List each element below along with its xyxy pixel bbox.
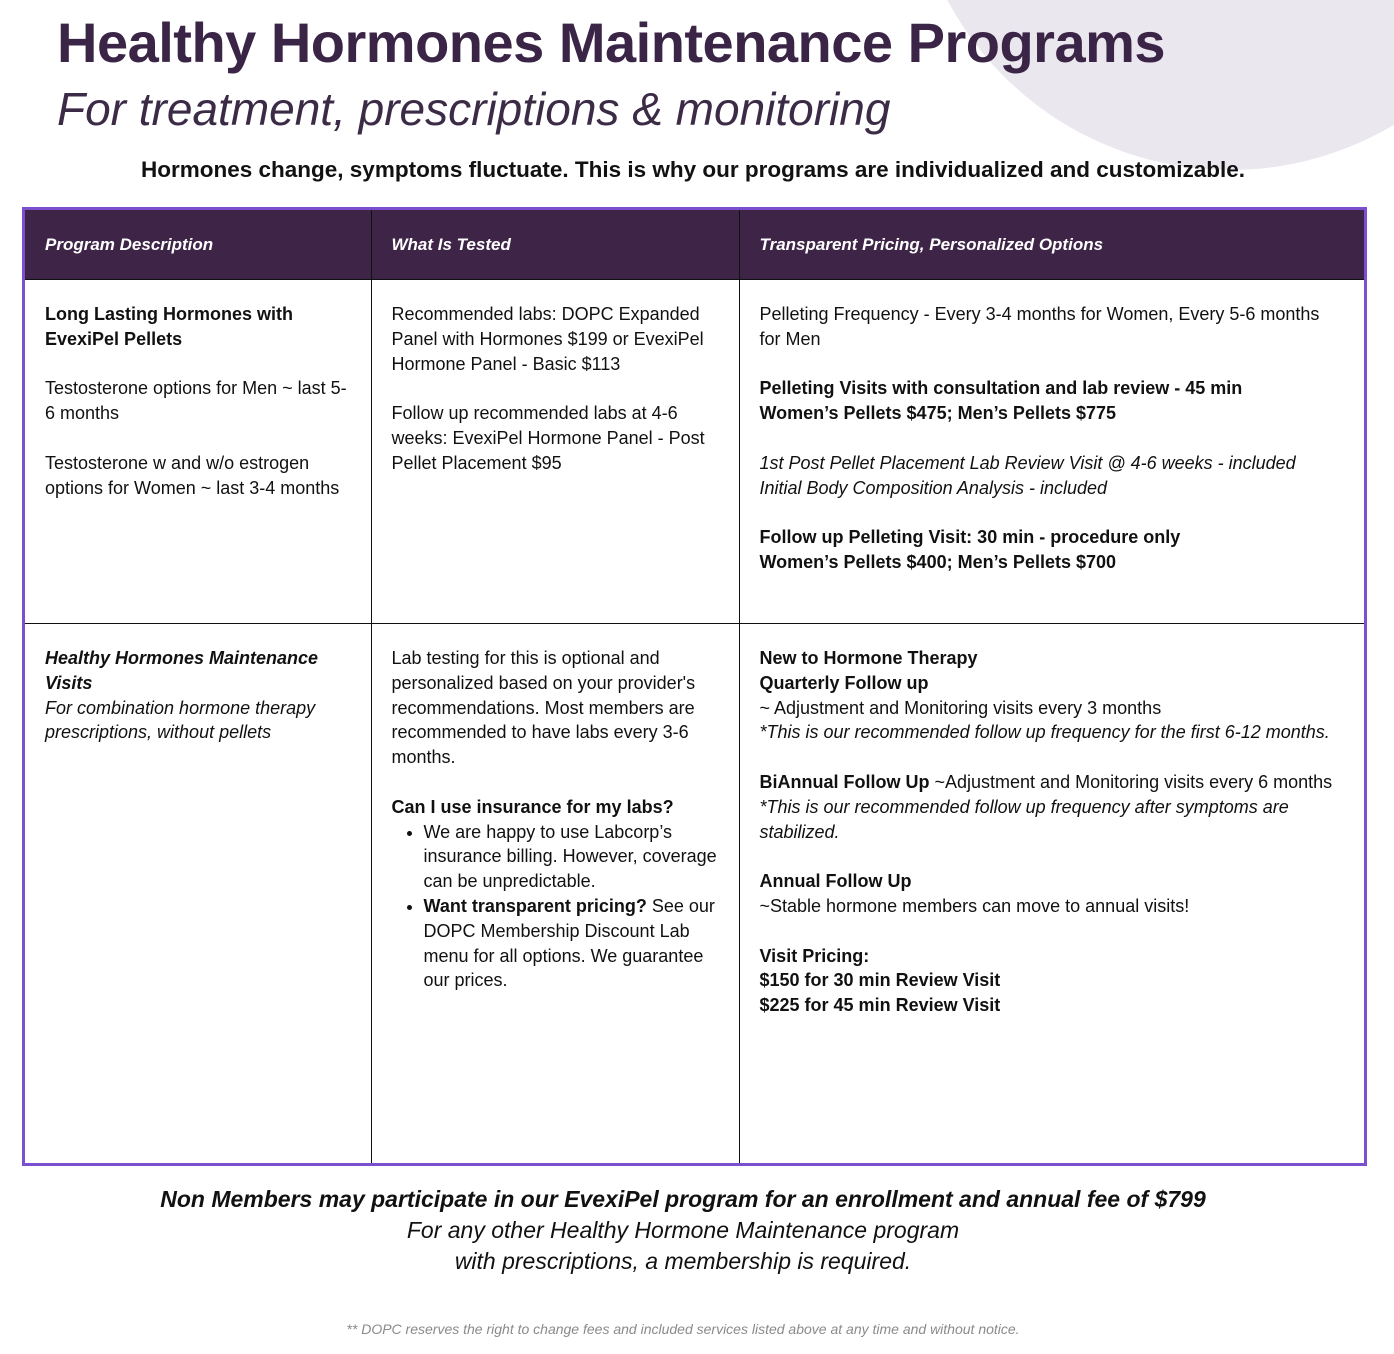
tagline: Hormones change, symptoms fluctuate. This is why our programs are individualized and customizable. [141, 157, 1245, 182]
annual-title: Annual Follow Up [759, 871, 912, 892]
list-item: • We are happy to use Labcorp’s insurance billing. However, coverage can be unpredictable. [424, 820, 719, 894]
annual-block [760, 869, 1345, 919]
new-therapy-block [760, 646, 1345, 745]
quarterly-title: Quarterly Follow up [759, 672, 929, 693]
membership-note-line2: with prescriptions, a membership is required. [454, 1248, 912, 1274]
pelleting-visit-price: Women’s Pellets $475; Men’s Pellets $775 [759, 403, 1117, 424]
insurance-bullets [392, 820, 719, 994]
followup-labs: Follow up recommended labs at 4-6 weeks: EvexiPel Hormone Panel - Post Pellet Placement $95 [391, 403, 705, 473]
recommended-labs: Recommended labs: DOPC Expanded Panel with Hormones $199 or EvexiPel Hormone Panel - Basic $113 [391, 304, 704, 374]
lab-testing-intro: Lab testing for this is optional and personalized based on your provider's recommendations. Most members are recommended to have labs every 3-6 months. [391, 648, 696, 768]
followup-pelleting-price: Women’s Pellets $400; Men’s Pellets $700 [759, 551, 1117, 572]
price-45-min: $225 for 45 min Review Visit [759, 995, 1001, 1016]
maintenance-block [45, 646, 351, 745]
biannual-block [760, 770, 1345, 844]
membership-note-line1: For any other Healthy Hormone Maintenance program [406, 1217, 960, 1243]
table-header-row [25, 210, 1364, 280]
non-member-note: Non Members may participate in our EvexiPel program for an enrollment and annual fee of $799 [160, 1186, 1206, 1212]
header-pricing: Transparent Pricing, Personalized Options [739, 210, 1364, 280]
pelleting-visit-title: Pelleting Visits with consultation and lab review - 45 min [759, 378, 1243, 399]
biannual-note: *This is our recommended follow up frequency after symptoms are stabilized. [759, 796, 1289, 842]
cell-what-is-tested [371, 280, 739, 624]
disclaimer: ** DOPC reserves the right to change fees and included services listed above at any time and without notice. [346, 1321, 1020, 1337]
header-what-is-tested: What Is Tested [371, 210, 739, 280]
cell-program-description [25, 624, 371, 1164]
visit-pricing-title: Visit Pricing: [759, 945, 870, 966]
visit-pricing-block [760, 944, 1345, 1018]
program-title: Long Lasting Hormones with EvexiPel Pellets [45, 304, 293, 349]
price-30-min: $150 for 30 min Review Visit [759, 970, 1001, 991]
insurance-block [392, 795, 719, 993]
cell-program-description [25, 280, 371, 624]
cell-pricing [739, 624, 1364, 1164]
biannual-title: BiAnnual Follow Up [759, 771, 930, 792]
included-lab-review: 1st Post Pellet Placement Lab Review Visit @ 4-6 weeks - included [759, 452, 1296, 473]
page-title: Healthy Hormones Maintenance Programs [57, 11, 1166, 74]
insurance-question: Can I use insurance for my labs? [391, 796, 674, 817]
maintenance-subtitle: For combination hormone therapy prescriptions, without pellets [45, 697, 316, 743]
program-women-option: Testosterone w and w/o estrogen options for Women ~ last 3-4 months [45, 452, 340, 498]
included-body-composition: Initial Body Composition Analysis - included [759, 477, 1108, 498]
new-therapy-title: New to Hormone Therapy [759, 648, 978, 668]
transparent-pricing-text: See our DOPC Membership Discount Lab menu for all options. We guarantee our prices. [423, 895, 715, 991]
cell-pricing [739, 280, 1364, 624]
included-services [760, 451, 1345, 501]
transparent-pricing-label: Want transparent pricing? [423, 895, 647, 916]
quarterly-desc: ~ Adjustment and Monitoring visits every 3 months [759, 697, 1162, 718]
pelleting-frequency: Pelleting Frequency - Every 3-4 months for Women, Every 5-6 months for Men [759, 304, 1320, 349]
followup-pelleting-title: Follow up Pelleting Visit: 30 min - procedure only [759, 527, 1181, 548]
table-row [25, 624, 1364, 1164]
maintenance-title: Healthy Hormones Maintenance Visits [45, 648, 319, 693]
header-program-description: Program Description [25, 210, 371, 280]
cell-what-is-tested [371, 624, 739, 1164]
program-men-option: Testosterone options for Men ~ last 5-6 months [45, 378, 347, 424]
annual-desc: ~Stable hormone members can move to annual visits! [759, 895, 1190, 916]
table-row [25, 280, 1364, 624]
quarterly-note: *This is our recommended follow up frequency for the first 6-12 months. [759, 722, 1330, 743]
programs-table [25, 210, 1364, 1163]
list-item [424, 894, 719, 993]
pelleting-visit-block [760, 376, 1345, 426]
programs-table-frame [22, 207, 1367, 1166]
page-subtitle: For treatment, prescriptions & monitoring [57, 83, 891, 135]
followup-pelleting-block [760, 525, 1345, 575]
biannual-desc: ~Adjustment and Monitoring visits every 6 months [929, 771, 1333, 792]
